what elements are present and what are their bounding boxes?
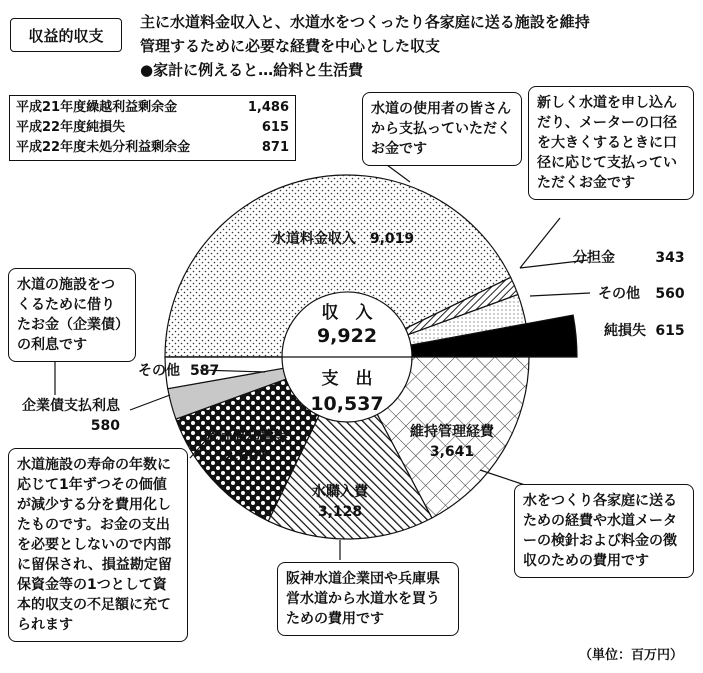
leader-bond-slice: [130, 395, 170, 410]
label-maintenance: 維持管理経費: [410, 424, 494, 440]
value-maintenance: 3,641: [429, 444, 475, 460]
center-expense-label: 支 出: [321, 369, 373, 389]
carryover-label: 平成21年度繰越利益剰余金: [16, 100, 178, 115]
value-other-income: 560: [655, 286, 685, 302]
carryover-label: 平成22年度純損失: [16, 120, 126, 135]
carryover-value: 615: [261, 120, 289, 135]
carryover-table: [9, 95, 296, 161]
center-income-total: 9,922: [316, 325, 378, 347]
note-maintenance: 水をつくり各家庭に送るための経費や水道メーターの検針および料金の徴収のための費用です: [514, 484, 694, 578]
label-depreciation: 減価償却費等: [204, 429, 288, 445]
carryover-row: [16, 118, 289, 138]
note-contribution: 新しく水道を申し込んだり、メーターの口径を大きくするときに口径に応じて支払っていただくお金です: [528, 86, 694, 200]
label-other-expense: その他: [138, 363, 180, 379]
label-other-income: その他: [598, 286, 640, 302]
carryover-row: [16, 138, 289, 158]
carryover-label: 平成22年度未処分利益剰余金: [16, 140, 191, 155]
center-expense-total: 10,537: [310, 393, 384, 415]
value-contribution: 343: [655, 250, 685, 266]
value-net-loss: 615: [655, 323, 685, 339]
unit-label: （単位：百万円）: [578, 648, 683, 663]
header-line-2: 管理するために必要な経費を中心とした収支: [140, 37, 441, 55]
label-contribution: 分担金: [573, 250, 615, 266]
note-bond-interest: 水道の施設をつくるために借りたお金（企業債）の利息です: [8, 268, 136, 362]
note-purchase: 阪神水道企業団や兵庫県営水道から水道水を買うための費用です: [277, 562, 459, 636]
note-depreciation: 水道施設の寿命の年数に応じて1年ずつその価値が減少する分を費用化したものです。お金の支出を必要としないので内部に留保され、損益勘定留保資金等の1つとして資本的収支の不足額に充てられます: [8, 448, 188, 642]
section-tag: 収益的収支: [10, 18, 122, 52]
leader-other-income: [530, 293, 590, 296]
label-water-fee: 水道料金収入 9,019: [271, 231, 415, 247]
header-line-1: 主に水道料金収入と、水道水をつくったり各家庭に送る施設を維持: [140, 13, 590, 31]
value-other-expense: 587: [190, 363, 220, 379]
label-water-purchase: 水購入費: [312, 484, 368, 500]
note-water-fee: 水道の使用者の皆さんから支払っていただくお金です: [362, 92, 522, 166]
page-header: [140, 10, 590, 82]
center-income-label: 収 入: [321, 303, 373, 323]
carryover-value: 871: [261, 140, 289, 155]
value-water-purchase: 3,128: [317, 504, 363, 520]
leader-maintenance: [480, 470, 525, 485]
value-depreciation: 2,601: [223, 449, 269, 465]
value-bond-interest: 580: [90, 418, 120, 434]
carryover-row: [16, 98, 289, 118]
carryover-value: 1,486: [247, 100, 289, 115]
label-bond-interest: 企業債支払利息: [22, 398, 120, 414]
label-net-loss: 純損失: [604, 323, 646, 339]
header-line-3: ●家計に例えると…給料と生活費: [140, 61, 364, 79]
leader-contribution: [520, 218, 560, 268]
